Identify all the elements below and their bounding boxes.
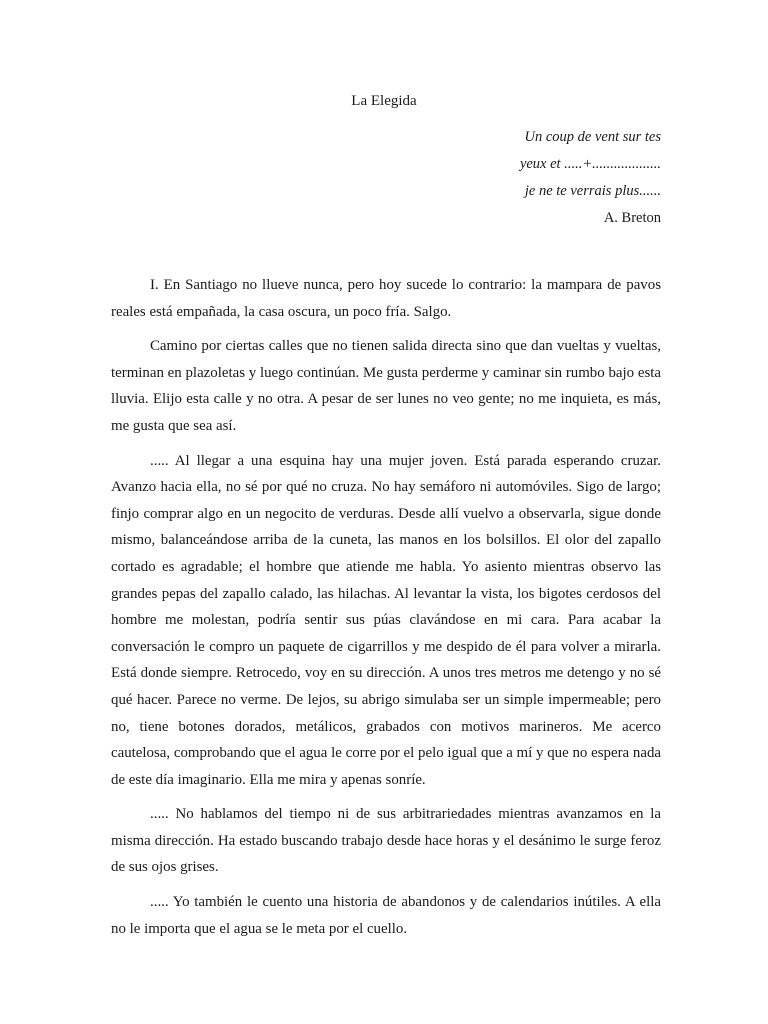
epigraph-line: Un coup de vent sur tes: [524, 129, 661, 145]
epigraph-line: je ne te verrais plus......: [524, 183, 661, 199]
story-body: [111, 272, 661, 950]
paragraph: ..... Yo también le cuento una historia de abandonos y de calendarios inútiles. A ella no le importa que el agua se le meta por el cuello.: [111, 894, 661, 937]
paragraph: ..... Al llegar a una esquina hay una mujer joven. Está parada esperando cruzar. Avanzo hacia ella, no sé por qué no cruza. No hay semáforo ni automóviles. Sigo de largo; finjo comprar algo en un negocito de verduras. Desde allí vuelvo a observarla, sigue donde mismo, balanceándose arriba de la cuneta, las manos en los bolsillos. El olor del zapallo cortado es agradable; el hombre que atiende me habla. Yo asiento mientras observo las grandes pepas del zapallo calado, las hilachas. Al levantar la vista, los bigotes cerdosos del hombre me molestan, podría sentir sus púas clavándose en mi cara. Para acabar la conversación le compro un paquete de cigarrillos y me despido de él para volver a mirarla. Está donde siempre. Retrocedo, voy en su dirección. A unos tres metros me detengo y no sé qué hacer. Parece no verme. De lejos, su abrigo simulaba ser un simple impermeable; pero no, tiene botones dorados, metálicos, grabados con motivos marineros. Me acerco cautelosa, comprobando que el agua le corre por el pelo igual que a mí y que no espera nada de este día imaginario. Ella me mira y apenas sonríe.: [111, 452, 661, 788]
document-title: La Elegida: [351, 93, 417, 109]
epigraph-line: yeux et .....+...................: [519, 156, 661, 172]
paragraph: Camino por ciertas calles que no tienen salida directa sino que dan vueltas y vueltas, terminan en plazoletas y luego continúan. Me gusta perderme y caminar sin rumbo bajo esta lluvia. Elijo esta calle y no otra. A pesar de ser lunes no veo gente; no me inquieta, es más, me gusta que sea así.: [111, 338, 661, 434]
paragraph: I. En Santiago no llueve nunca, pero hoy sucede lo contrario: la mampara de pavos reales está empañada, la casa oscura, un poco fría. Salgo.: [111, 277, 661, 320]
epigraph-author: A. Breton: [603, 210, 661, 226]
epigraph: [361, 127, 661, 235]
paragraph: ..... No hablamos del tiempo ni de sus arbitrariedades mientras avanzamos en la misma dirección. Ha estado buscando trabajo desde hace horas y el desánimo le surge feroz de sus ojos grises.: [111, 806, 661, 876]
